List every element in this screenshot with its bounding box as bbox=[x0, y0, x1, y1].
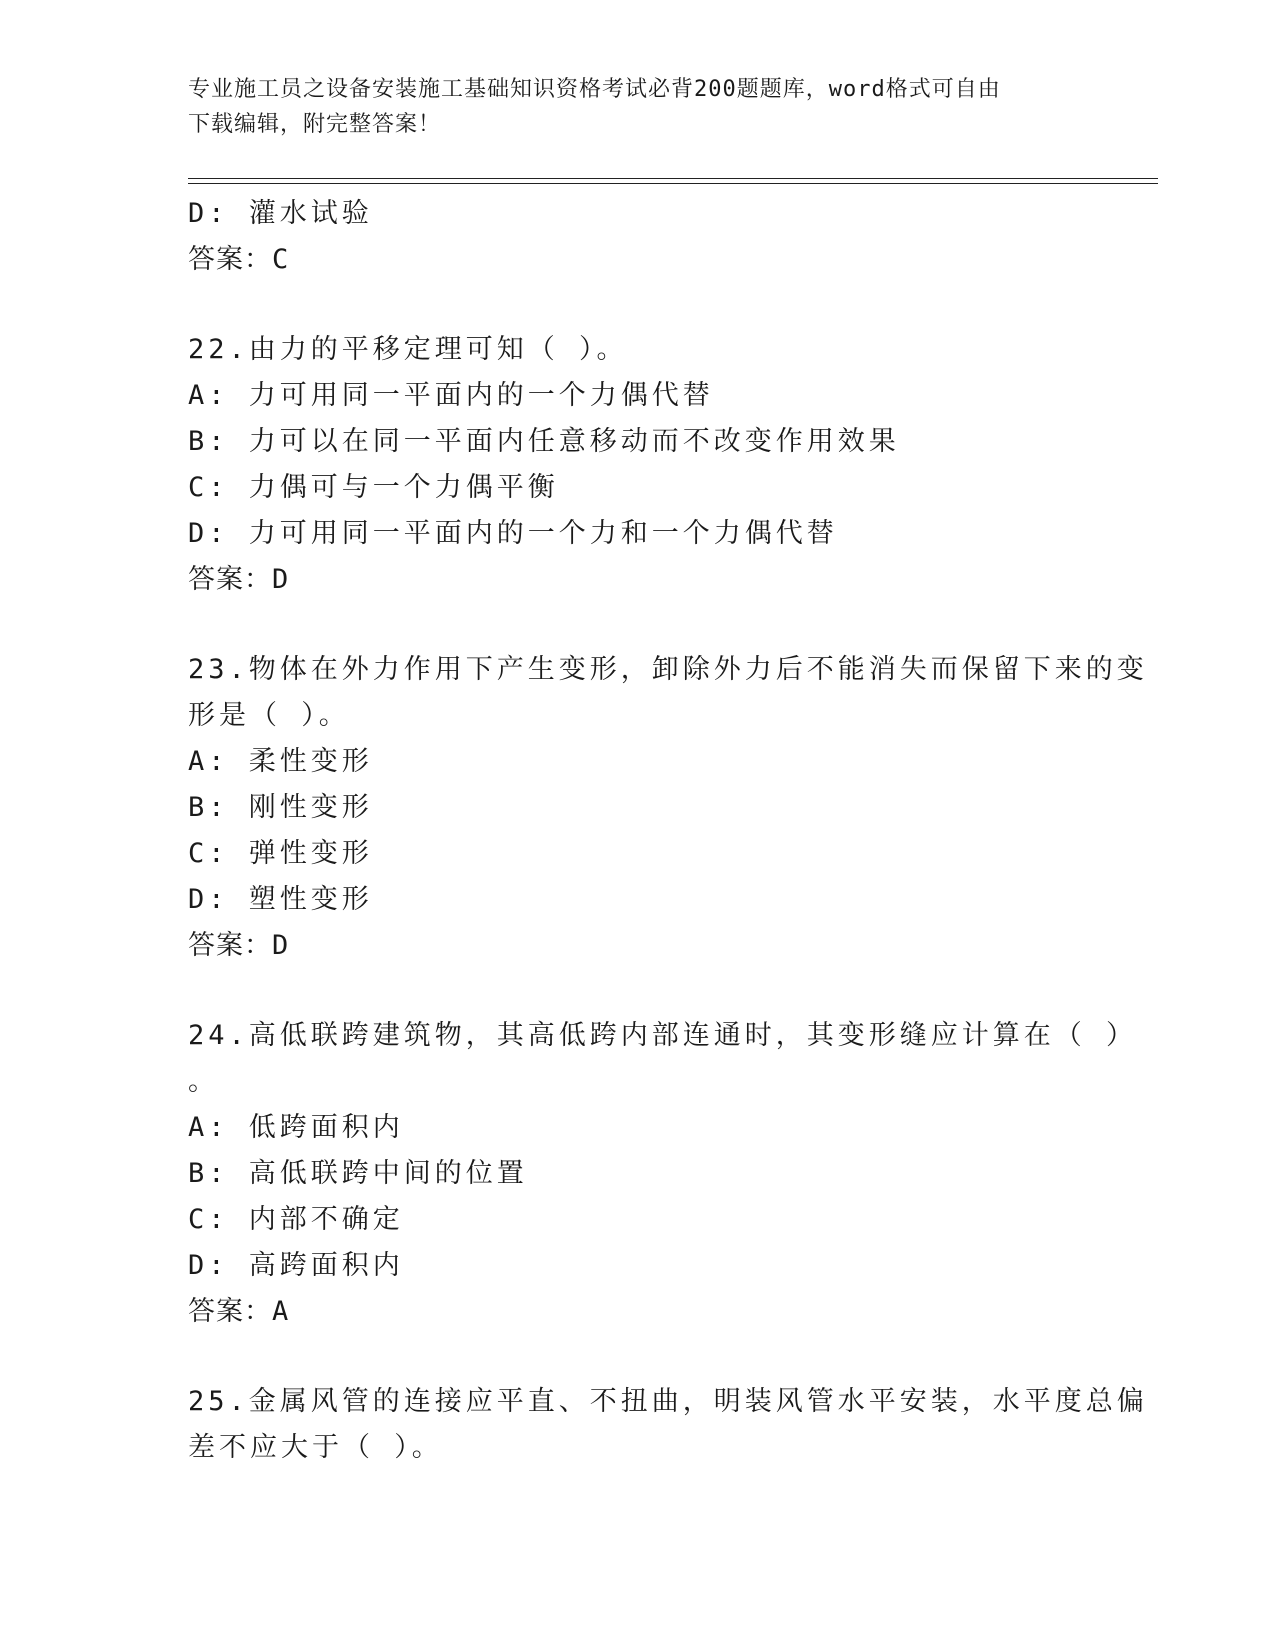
header-divider-top bbox=[188, 178, 1158, 179]
header-title-line-2: 下载编辑，附完整答案！ bbox=[188, 112, 442, 137]
question-stem: 24.高低联跨建筑物，其高低跨内部连通时，其变形缝应计算在（ ） bbox=[188, 1020, 1138, 1051]
option-a: A: 低跨面积内 bbox=[188, 1112, 404, 1143]
question-stem: 23.物体在外力作用下产生变形，卸除外力后不能消失而保留下来的变 bbox=[188, 654, 1148, 685]
option-b: B: 高低联跨中间的位置 bbox=[188, 1158, 528, 1189]
option-d: D: 力可用同一平面内的一个力和一个力偶代替 bbox=[188, 518, 838, 549]
answer-line: 答案：A bbox=[188, 1296, 290, 1327]
question-stem-continued: 形是（ ）。 bbox=[188, 700, 350, 731]
option-d: D: 塑性变形 bbox=[188, 884, 373, 915]
option-b: B: 力可以在同一平面内任意移动而不改变作用效果 bbox=[188, 426, 900, 457]
answer-line: 答案：D bbox=[188, 564, 290, 595]
question-21-tail bbox=[188, 191, 1088, 283]
question-25 bbox=[188, 1379, 1148, 1471]
option-c: C: 弹性变形 bbox=[188, 838, 373, 869]
option-a: A: 柔性变形 bbox=[188, 746, 373, 777]
question-23 bbox=[188, 647, 1148, 969]
option-a: A: 力可用同一平面内的一个力偶代替 bbox=[188, 380, 714, 411]
answer-line: 答案：D bbox=[188, 930, 290, 961]
header-divider-bottom bbox=[188, 183, 1158, 184]
answer-line: 答案：C bbox=[188, 244, 290, 275]
option-c: C: 力偶可与一个力偶平衡 bbox=[188, 472, 559, 503]
question-stem-continued: 差不应大于（ ）。 bbox=[188, 1432, 443, 1463]
question-stem: 22.由力的平移定理可知（ ）。 bbox=[188, 334, 628, 365]
question-stem: 25.金属风管的连接应平直、不扭曲，明装风管水平安装，水平度总偏 bbox=[188, 1386, 1148, 1417]
option-d: D: 高跨面积内 bbox=[188, 1250, 404, 1281]
option-c: C: 内部不确定 bbox=[188, 1204, 404, 1235]
question-22 bbox=[188, 327, 1088, 603]
option-d: D: 灌水试验 bbox=[188, 198, 373, 229]
option-b: B: 刚性变形 bbox=[188, 792, 373, 823]
question-24 bbox=[188, 1013, 1138, 1335]
question-stem-continued: 。 bbox=[188, 1066, 219, 1097]
document-header bbox=[188, 72, 1068, 142]
question-list bbox=[188, 191, 1148, 1471]
header-title-line-1: 专业施工员之设备安装施工基础知识资格考试必背200题题库，word格式可自由 bbox=[188, 77, 1001, 102]
